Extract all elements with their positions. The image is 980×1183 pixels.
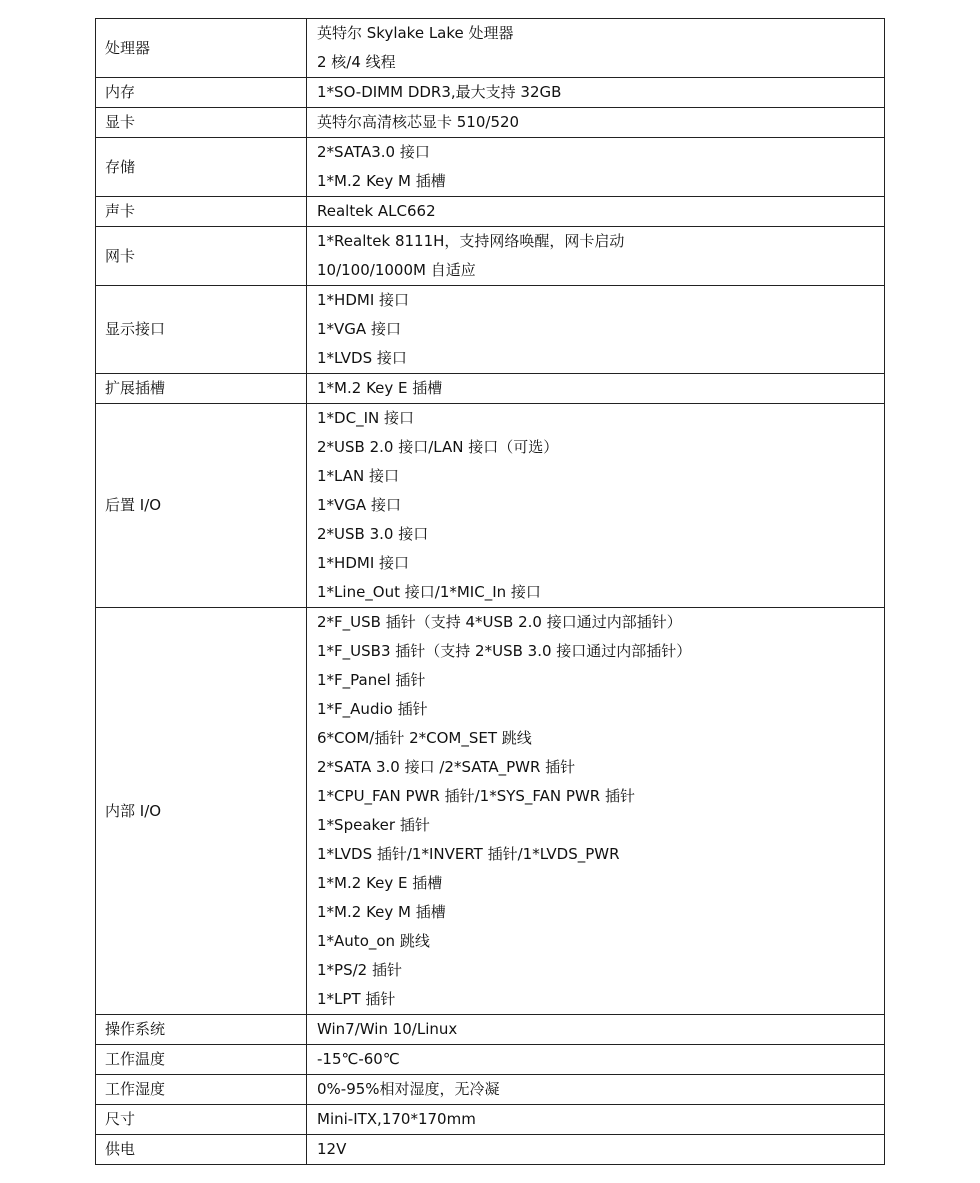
- table-row: [96, 19, 885, 78]
- value-line: 1*LPT 插针: [317, 990, 396, 1008]
- value-line: 英特尔 Skylake Lake 处理器: [317, 24, 514, 42]
- row-value: [307, 374, 885, 404]
- table-row: [96, 404, 885, 608]
- value-line: 2*USB 3.0 接口: [317, 525, 429, 543]
- row-label: 显示接口: [96, 286, 307, 374]
- row-label: 网卡: [96, 227, 307, 286]
- row-value: [307, 78, 885, 108]
- table-row: [96, 78, 885, 108]
- row-value: [307, 1135, 885, 1165]
- value-line: 2*SATA3.0 接口: [317, 143, 430, 161]
- row-label: 显卡: [96, 108, 307, 138]
- row-label: 声卡: [96, 197, 307, 227]
- row-label: 尺寸: [96, 1105, 307, 1135]
- value-line: -15℃-60℃: [317, 1050, 400, 1068]
- value-line: 1*HDMI 接口: [317, 291, 410, 309]
- value-line: 1*DC_IN 接口: [317, 409, 414, 427]
- spec-table-body: [96, 19, 885, 1165]
- row-value: [307, 227, 885, 286]
- value-line: Win7/Win 10/Linux: [317, 1020, 458, 1038]
- value-line: 1*M.2 Key E 插槽: [317, 379, 443, 397]
- row-value: [307, 1045, 885, 1075]
- row-value: [307, 404, 885, 608]
- value-line: 2*USB 2.0 接口/LAN 接口（可选）: [317, 438, 559, 456]
- value-line: 1*CPU_FAN PWR 插针/1*SYS_FAN PWR 插针: [317, 787, 635, 805]
- value-line: 2 核/4 线程: [317, 53, 396, 71]
- value-line: 1*M.2 Key E 插槽: [317, 874, 443, 892]
- row-label: 内存: [96, 78, 307, 108]
- row-label: 操作系统: [96, 1015, 307, 1045]
- row-value: [307, 1105, 885, 1135]
- row-label: 存储: [96, 138, 307, 197]
- value-line: 1*M.2 Key M 插槽: [317, 903, 446, 921]
- row-value: [307, 1075, 885, 1105]
- row-label: 内部 I/O: [96, 608, 307, 1015]
- table-row: [96, 374, 885, 404]
- table-row: [96, 286, 885, 374]
- row-label: 后置 I/O: [96, 404, 307, 608]
- table-row: [96, 138, 885, 197]
- value-line: Mini-ITX,170*170mm: [317, 1110, 476, 1128]
- table-row: [96, 197, 885, 227]
- value-line: 12V: [317, 1140, 347, 1158]
- row-value: [307, 19, 885, 78]
- value-line: 1*PS/2 插针: [317, 961, 402, 979]
- value-line: 1*M.2 Key M 插槽: [317, 172, 446, 190]
- value-line: 1*Line_Out 接口/1*MIC_In 接口: [317, 583, 541, 601]
- row-label: 工作温度: [96, 1045, 307, 1075]
- value-line: 0%-95%相对湿度，无冷凝: [317, 1080, 500, 1098]
- row-value: [307, 197, 885, 227]
- table-row: [96, 227, 885, 286]
- value-line: 1*VGA 接口: [317, 496, 401, 514]
- value-line: 10/100/1000M 自适应: [317, 261, 476, 279]
- value-line: 1*Speaker 插针: [317, 816, 430, 834]
- value-line: 1*F_USB3 插针（支持 2*USB 3.0 接口通过内部插针）: [317, 642, 692, 660]
- value-line: 1*HDMI 接口: [317, 554, 410, 572]
- row-label: 工作湿度: [96, 1075, 307, 1105]
- spec-table: [95, 18, 885, 1165]
- row-value: [307, 608, 885, 1015]
- row-label: 供电: [96, 1135, 307, 1165]
- row-value: [307, 138, 885, 197]
- value-line: Realtek ALC662: [317, 202, 436, 220]
- table-row: [96, 1105, 885, 1135]
- row-value: [307, 1015, 885, 1045]
- table-row: [96, 1075, 885, 1105]
- value-line: 1*F_Panel 插针: [317, 671, 426, 689]
- row-value: [307, 286, 885, 374]
- table-row: [96, 1135, 885, 1165]
- value-line: 1*Auto_on 跳线: [317, 932, 430, 950]
- value-line: 英特尔高清核芯显卡 510/520: [317, 113, 520, 131]
- row-value: [307, 108, 885, 138]
- value-line: 1*Realtek 8111H，支持网络唤醒，网卡启动: [317, 232, 625, 250]
- value-line: 6*COM/插针 2*COM_SET 跳线: [317, 729, 532, 747]
- table-row: [96, 608, 885, 1015]
- value-line: 1*VGA 接口: [317, 320, 401, 338]
- row-label: 扩展插槽: [96, 374, 307, 404]
- table-row: [96, 1015, 885, 1045]
- value-line: 1*LAN 接口: [317, 467, 399, 485]
- table-row: [96, 108, 885, 138]
- value-line: 1*LVDS 接口: [317, 349, 407, 367]
- value-line: 2*F_USB 插针（支持 4*USB 2.0 接口通过内部插针）: [317, 613, 682, 631]
- table-row: [96, 1045, 885, 1075]
- value-line: 1*F_Audio 插针: [317, 700, 428, 718]
- row-label: 处理器: [96, 19, 307, 78]
- value-line: 2*SATA 3.0 接口 /2*SATA_PWR 插针: [317, 758, 576, 776]
- value-line: 1*LVDS 插针/1*INVERT 插针/1*LVDS_PWR: [317, 845, 620, 863]
- value-line: 1*SO-DIMM DDR3,最大支持 32GB: [317, 83, 562, 101]
